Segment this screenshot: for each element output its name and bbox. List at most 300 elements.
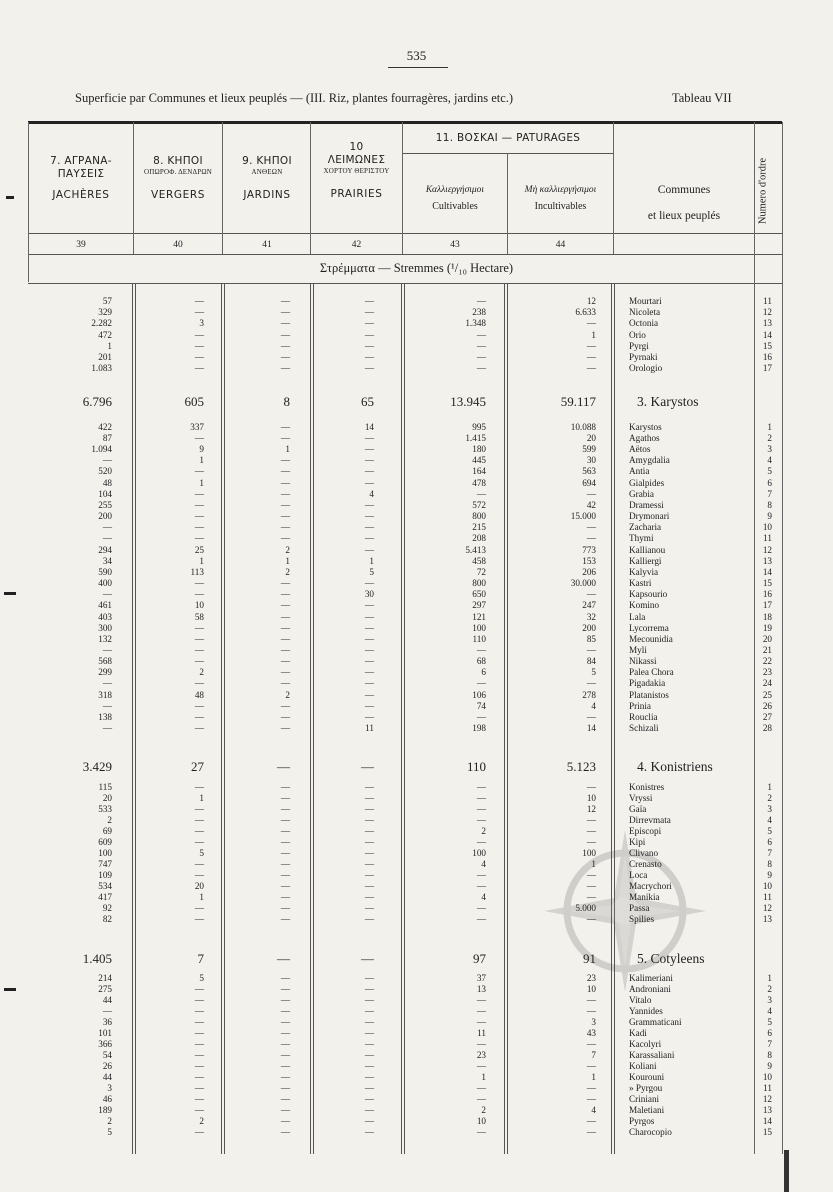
commune-name: Kipi	[629, 837, 646, 847]
order-number: 18	[762, 612, 772, 622]
table-row	[0, 678, 833, 689]
header-french: JARDINS	[243, 188, 291, 201]
commune-name: Clivano	[629, 848, 659, 858]
commune-name: Pigadakia	[629, 678, 666, 688]
table-left-border	[28, 122, 29, 282]
cell-c41: —	[280, 782, 290, 792]
commune-name: Orio	[629, 330, 646, 340]
header-communes	[614, 183, 754, 224]
cell-c43: 110	[466, 759, 486, 774]
cell-c42: —	[364, 522, 374, 532]
table-row	[0, 1072, 833, 1083]
table-row	[0, 623, 833, 634]
table-row	[0, 690, 833, 701]
commune-name: Karystos	[629, 422, 662, 432]
cell-c43: 68	[476, 656, 486, 666]
header-jardins	[223, 155, 311, 202]
order-number: 25	[762, 690, 772, 700]
order-number: 3	[767, 444, 772, 454]
cell-c44: —	[586, 1094, 596, 1104]
order-number: 6	[767, 478, 772, 488]
cell-c43: 650	[472, 589, 486, 599]
cell-c39: 189	[98, 1105, 112, 1115]
cell-c44: —	[586, 1061, 596, 1071]
cell-c44: 84	[586, 656, 596, 666]
commune-name: Rouclia	[629, 712, 658, 722]
table-row	[0, 1083, 833, 1094]
table-row	[0, 848, 833, 859]
cell-c42: —	[364, 478, 374, 488]
cell-c44: —	[586, 881, 596, 891]
cell-c44: —	[586, 352, 596, 362]
cell-c44: —	[586, 815, 596, 825]
cell-c41: —	[280, 1039, 290, 1049]
cell-c39: 54	[102, 1050, 112, 1060]
cell-c40: —	[194, 352, 204, 362]
cell-c41: —	[280, 318, 290, 328]
cell-c44: 14	[586, 723, 596, 733]
cell-c39: 299	[98, 667, 112, 677]
cell-c41: 8	[283, 394, 290, 409]
cell-c40: —	[194, 1094, 204, 1104]
cell-c42: —	[364, 848, 374, 858]
table-row	[0, 1028, 833, 1039]
cell-c40: —	[194, 1039, 204, 1049]
cell-c41: —	[280, 837, 290, 847]
header-communes-line1: Communes	[657, 184, 711, 196]
order-number: 10	[762, 522, 772, 532]
cell-c44: 32	[586, 612, 596, 622]
cell-c39: 2	[107, 815, 112, 825]
table-row	[0, 645, 833, 656]
cell-c41: —	[280, 1050, 290, 1060]
cell-c42: —	[364, 712, 374, 722]
cell-c44: 599	[582, 444, 596, 454]
commune-name: Octonia	[629, 318, 659, 328]
cell-c43: —	[476, 870, 486, 880]
cell-c40: 3	[199, 318, 204, 328]
cell-c39: 101	[98, 1028, 112, 1038]
cell-c39: 115	[98, 782, 112, 792]
header-french: PRAIRIES	[330, 188, 383, 200]
table-row	[0, 444, 833, 455]
cell-c39: 747	[98, 859, 112, 869]
cell-c43: —	[476, 341, 486, 351]
table-row	[0, 667, 833, 678]
table-row	[0, 522, 833, 533]
cell-c44: 6.633	[575, 307, 596, 317]
cell-c41: —	[280, 793, 290, 803]
order-number: 6	[767, 837, 772, 847]
cell-c43: 6	[481, 667, 486, 677]
cell-c42: —	[364, 678, 374, 688]
cell-c44: 20	[586, 433, 596, 443]
commune-name: Kapsourio	[629, 589, 668, 599]
cell-c41: —	[280, 859, 290, 869]
cell-c40: —	[194, 656, 204, 666]
cell-c42: —	[364, 500, 374, 510]
cell-c42: 4	[369, 489, 374, 499]
cell-c42: —	[364, 995, 374, 1005]
commune-name: Komino	[629, 600, 660, 610]
cell-c43: 13.945	[450, 394, 486, 409]
cell-c44: —	[586, 826, 596, 836]
cell-c39: 5	[107, 1127, 112, 1137]
cell-c44: 247	[582, 600, 596, 610]
cell-c39: 201	[98, 352, 112, 362]
cell-c44: 773	[582, 545, 596, 555]
cell-c39: 26	[102, 1061, 112, 1071]
cell-c41: 2	[285, 690, 290, 700]
header-paturages-group	[403, 132, 613, 145]
cell-c43: —	[476, 1006, 486, 1016]
cell-c41: —	[280, 296, 290, 306]
table-row	[0, 826, 833, 837]
cell-c42: —	[364, 837, 374, 847]
cell-c42: —	[364, 645, 374, 655]
commune-name: Mourtari	[629, 296, 662, 306]
commune-name: Drymonari	[629, 511, 670, 521]
cell-c39: 1.094	[91, 444, 112, 454]
column-number: 41	[262, 240, 272, 250]
commune-name: Schizali	[629, 723, 659, 733]
cell-c39: 472	[98, 330, 112, 340]
cell-c44: 694	[582, 478, 596, 488]
cell-c44: —	[586, 363, 596, 373]
cell-c43: —	[476, 330, 486, 340]
cell-c44: —	[586, 1083, 596, 1093]
commune-name: Pyrgos	[629, 1116, 655, 1126]
commune-name: Platanistos	[629, 690, 669, 700]
cell-c40: —	[194, 1072, 204, 1082]
cell-c39: —	[102, 723, 112, 733]
colnum-rule	[28, 254, 782, 255]
district-name: 3. Karystos	[637, 394, 699, 409]
cell-c41: —	[280, 826, 290, 836]
cell-c42: —	[364, 892, 374, 902]
order-number: 28	[762, 723, 772, 733]
page-title: Superficie par Communes et lieux peuplés — (III. Riz, plantes fourragères, jardins etc.)	[75, 91, 514, 105]
table-row	[0, 330, 833, 341]
header-vergers	[134, 155, 222, 202]
table-row	[0, 307, 833, 318]
table-row	[0, 433, 833, 444]
cell-c41: —	[280, 1127, 290, 1137]
order-number: 9	[767, 870, 772, 880]
cell-c41: —	[280, 1072, 290, 1082]
cell-c43: —	[476, 793, 486, 803]
cell-c44: —	[586, 1039, 596, 1049]
cell-c44: 10	[586, 984, 596, 994]
commune-name: Spilies	[629, 914, 655, 924]
order-number: 11	[763, 1083, 772, 1093]
order-number: 21	[762, 645, 772, 655]
order-number: 16	[762, 589, 772, 599]
header-group-label: 11. ΒΟΣΚΑΙ — PATURAGES	[435, 132, 581, 144]
commune-name: » Pyrgou	[629, 1083, 663, 1093]
cell-c40: —	[194, 1028, 204, 1038]
order-number: 11	[763, 892, 772, 902]
header-cultivables	[403, 185, 507, 213]
cell-c44: —	[586, 892, 596, 902]
page-number-rule	[388, 67, 448, 68]
cell-c41: —	[280, 330, 290, 340]
header-prairies	[311, 141, 402, 201]
order-number: 2	[767, 433, 772, 443]
table-row	[0, 782, 833, 793]
cell-c42: —	[364, 804, 374, 814]
cell-c41: —	[280, 466, 290, 476]
cell-c42: —	[364, 307, 374, 317]
cell-c39: 109	[98, 870, 112, 880]
header-greek-sub: ΟΠΩΡΟΦ. ΔΕΝΔΡΩΝ	[144, 168, 212, 177]
cell-c43: —	[476, 881, 486, 891]
cell-c40: —	[194, 995, 204, 1005]
cell-c40: 1	[199, 892, 204, 902]
order-number: 15	[762, 1127, 772, 1137]
table-label: Tableau VII	[672, 91, 732, 105]
cell-c40: —	[194, 623, 204, 633]
order-number: 1	[767, 782, 772, 792]
table-row	[0, 1061, 833, 1072]
cell-c44: 91	[583, 951, 596, 966]
table-top-rule	[28, 121, 782, 124]
cell-c43: —	[476, 782, 486, 792]
cell-c41: 1	[285, 444, 290, 454]
table-row	[0, 995, 833, 1006]
cell-c39: 300	[98, 623, 112, 633]
cell-c40: —	[194, 701, 204, 711]
cell-c40: 1	[199, 455, 204, 465]
cell-c40: —	[194, 589, 204, 599]
table-row	[0, 1039, 833, 1050]
order-number: 10	[762, 1072, 772, 1082]
cell-c43: —	[476, 678, 486, 688]
cell-c41: —	[280, 578, 290, 588]
commune-name: Pyrnaki	[629, 352, 658, 362]
table-row	[0, 804, 833, 815]
cell-c42: —	[364, 1061, 374, 1071]
order-number: 17	[762, 600, 772, 610]
header-communes-line2: et lieux peuplés	[647, 210, 721, 223]
cell-c44: 10	[586, 793, 596, 803]
cell-c40: 1	[199, 478, 204, 488]
cell-c40: —	[194, 1017, 204, 1027]
cell-c41: —	[280, 667, 290, 677]
cell-c43: 995	[472, 422, 486, 432]
cell-c42: —	[364, 914, 374, 924]
table-row	[0, 500, 833, 511]
cell-c40: —	[194, 984, 204, 994]
cell-c41: —	[280, 533, 290, 543]
cell-c43: 572	[472, 500, 486, 510]
scan-mark	[784, 1150, 789, 1192]
order-number: 14	[762, 330, 772, 340]
cell-c40: —	[194, 466, 204, 476]
table-row	[0, 1017, 833, 1028]
table-row	[0, 318, 833, 329]
order-number: 24	[762, 678, 772, 688]
cell-c39: 590	[98, 567, 112, 577]
cell-c40: —	[194, 522, 204, 532]
cell-c40: 2	[199, 667, 204, 677]
cell-c41: —	[280, 489, 290, 499]
cell-c43: 106	[472, 690, 486, 700]
cell-c43: 800	[472, 578, 486, 588]
cell-c42: —	[364, 1050, 374, 1060]
cell-c39: 609	[98, 837, 112, 847]
cell-c42: —	[364, 984, 374, 994]
cell-c44: 12	[586, 296, 596, 306]
order-number: 12	[762, 307, 772, 317]
cell-c39: 104	[98, 489, 112, 499]
order-number: 17	[762, 363, 772, 373]
cell-c44: 12	[586, 804, 596, 814]
page-number: 535	[406, 48, 427, 63]
table-row	[0, 881, 833, 892]
cell-c42: —	[364, 296, 374, 306]
cell-c44: —	[586, 914, 596, 924]
cell-c39: 57	[102, 296, 112, 306]
cell-c44: 4	[591, 701, 596, 711]
header-greek: Καλλιεργήσιμοι	[425, 185, 485, 195]
order-number: 27	[762, 712, 772, 722]
cell-c41: —	[280, 712, 290, 722]
cell-c39: 132	[98, 634, 112, 644]
commune-name: Kourouni	[629, 1072, 665, 1082]
cell-c40: —	[194, 1006, 204, 1016]
order-number: 15	[762, 578, 772, 588]
cell-c39: 2	[107, 1116, 112, 1126]
cell-c40: 10	[194, 600, 204, 610]
district-name: 5. Cotyleens	[637, 951, 705, 966]
cell-c44: —	[586, 489, 596, 499]
cell-c39: 100	[98, 848, 112, 858]
cell-c40: —	[194, 826, 204, 836]
cell-c42: —	[364, 1006, 374, 1016]
cell-c40: —	[194, 914, 204, 924]
cell-c39: 48	[102, 478, 112, 488]
table-row	[0, 837, 833, 848]
cell-c40: —	[194, 712, 204, 722]
order-number: 13	[762, 914, 772, 924]
table-row	[0, 600, 833, 611]
header-greek-sub: ΧΟΡΤΟΥ ΘΕΡΙΣΤΟΥ	[323, 167, 390, 176]
cell-c43: —	[476, 1083, 486, 1093]
cell-c44: 5	[591, 667, 596, 677]
cell-c40: —	[194, 870, 204, 880]
cell-c39: 214	[98, 973, 112, 983]
order-number: 9	[767, 511, 772, 521]
cell-c43: 11	[477, 1028, 486, 1038]
cell-c43: 97	[473, 951, 486, 966]
table-row	[0, 1116, 833, 1127]
cell-c41: —	[280, 433, 290, 443]
table-row	[0, 701, 833, 712]
summary-row	[0, 393, 833, 411]
cell-c44: 153	[582, 556, 596, 566]
cell-c42: —	[364, 341, 374, 351]
cell-c42: —	[364, 600, 374, 610]
cell-c39: 2.282	[91, 318, 112, 328]
order-number: 12	[762, 545, 772, 555]
cell-c43: —	[476, 363, 486, 373]
cell-c41: —	[280, 1116, 290, 1126]
cell-c43: —	[476, 352, 486, 362]
order-number: 13	[762, 318, 772, 328]
cell-c40: —	[194, 1061, 204, 1071]
cell-c40: 337	[190, 422, 204, 432]
cell-c42: —	[364, 1127, 374, 1137]
commune-name: Kalimeriani	[629, 973, 673, 983]
table-row	[0, 903, 833, 914]
cell-c42: —	[364, 1017, 374, 1027]
cell-c39: 520	[98, 466, 112, 476]
commune-name: Nicoleta	[629, 307, 661, 317]
cell-c43: 445	[472, 455, 486, 465]
cell-c42: —	[364, 634, 374, 644]
cell-c39: 1	[107, 341, 112, 351]
table-row	[0, 489, 833, 500]
cell-c44: 1	[591, 330, 596, 340]
cell-c39: 69	[102, 826, 112, 836]
cell-c42: —	[364, 623, 374, 633]
cell-c42: —	[364, 612, 374, 622]
commune-name: Lala	[629, 612, 646, 622]
table-row	[0, 984, 833, 995]
cell-c40: 25	[194, 545, 204, 555]
cell-c39: 138	[98, 712, 112, 722]
cell-c43: 37	[476, 973, 486, 983]
cell-c42: —	[364, 1094, 374, 1104]
cell-c42: —	[364, 330, 374, 340]
table-row	[0, 1006, 833, 1017]
cell-c40: —	[194, 1083, 204, 1093]
cell-c43: 1.348	[465, 318, 486, 328]
table-row	[0, 589, 833, 600]
order-number: 9	[767, 1061, 772, 1071]
cell-c42: —	[364, 444, 374, 454]
cell-c44: 5.000	[575, 903, 596, 913]
cell-c41: —	[280, 478, 290, 488]
cell-c40: —	[194, 903, 204, 913]
order-number: 10	[762, 881, 772, 891]
cell-c41: —	[280, 914, 290, 924]
order-number: 8	[767, 859, 772, 869]
cell-c43: —	[476, 1039, 486, 1049]
order-number: 1	[767, 422, 772, 432]
cell-c42: —	[364, 667, 374, 677]
cell-c40: —	[194, 782, 204, 792]
cell-c41: —	[280, 522, 290, 532]
cell-c40: 9	[199, 444, 204, 454]
cell-c44: 42	[586, 500, 596, 510]
commune-name: Passa	[629, 903, 650, 913]
cell-c39: 34	[102, 556, 112, 566]
cell-c41: 1	[285, 556, 290, 566]
commune-name: Nikassi	[629, 656, 657, 666]
commune-name: Prinia	[629, 701, 651, 711]
cell-c43: —	[476, 1127, 486, 1137]
cell-c39: 6.796	[82, 394, 112, 409]
commune-name: Antia	[629, 466, 650, 476]
cell-c40: 58	[194, 612, 204, 622]
cell-c41: —	[280, 1006, 290, 1016]
cell-c42: —	[364, 1028, 374, 1038]
commune-name: Yannides	[629, 1006, 663, 1016]
table-row	[0, 1105, 833, 1116]
cell-c43: —	[476, 296, 486, 306]
